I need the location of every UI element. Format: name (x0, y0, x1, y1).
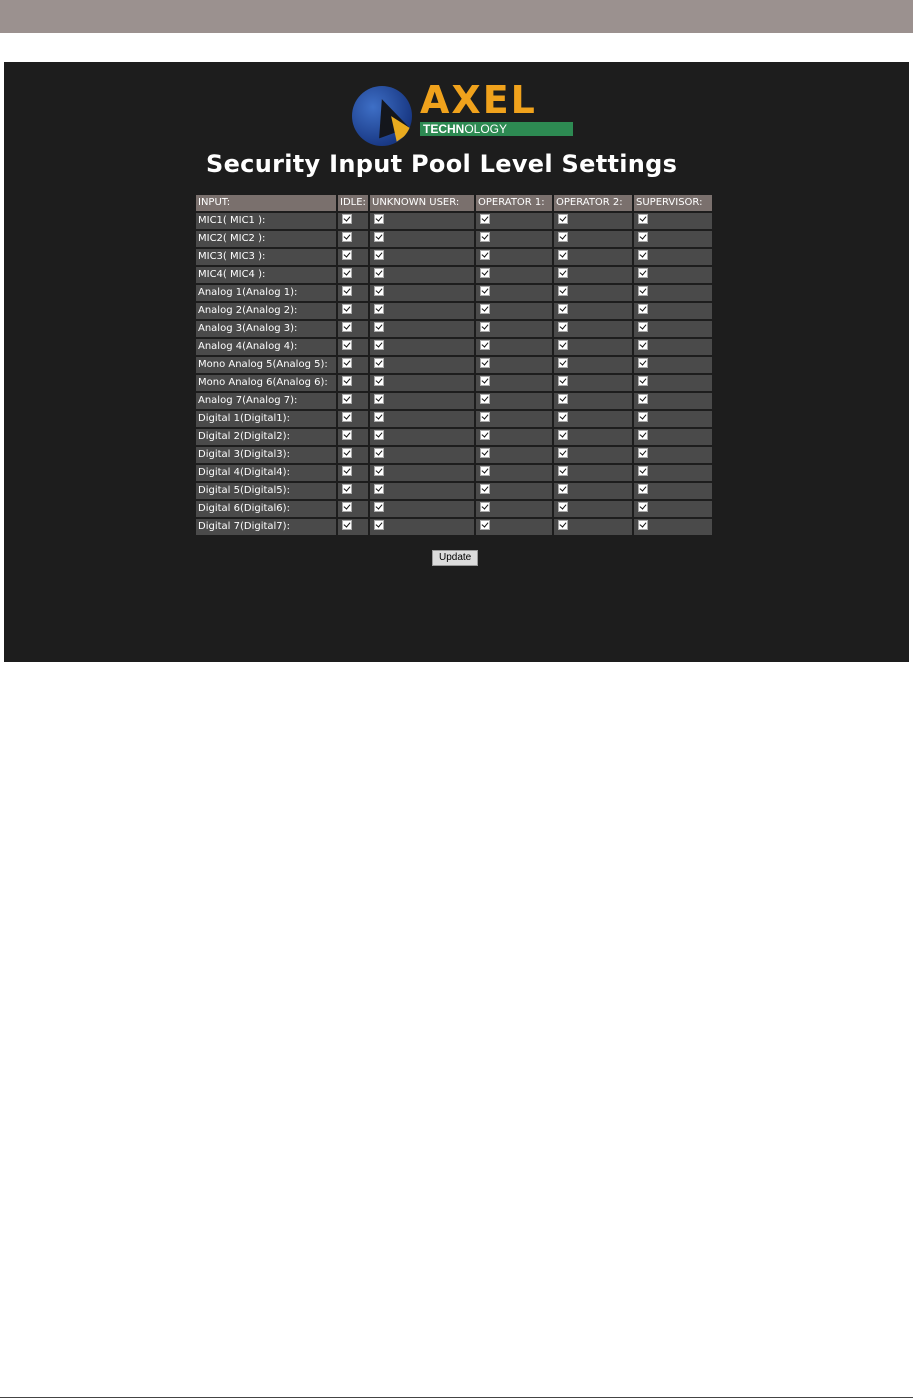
logo-subtitle: TECHNOLOGY (420, 122, 573, 136)
cell-supervisor (634, 483, 712, 499)
cell-supervisor (634, 465, 712, 481)
row-input-label: MIC3( MIC3 ): (196, 249, 336, 265)
cell-operator-1 (476, 483, 552, 499)
cell-idle (338, 231, 368, 247)
row-input-label: Digital 2(Digital2): (196, 429, 336, 445)
checkbox-operator-2[interactable] (558, 268, 568, 278)
cell-idle (338, 321, 368, 337)
table-row (196, 465, 712, 481)
cell-operator-2 (554, 285, 632, 301)
checkbox-unknown-user[interactable] (374, 502, 384, 512)
checkbox-supervisor[interactable] (638, 268, 648, 278)
cell-unknown-user (370, 249, 474, 265)
cell-operator-1 (476, 249, 552, 265)
cell-idle (338, 213, 368, 229)
row-input-label: Digital 7(Digital7): (196, 519, 336, 535)
row-input-label: MIC4( MIC4 ): (196, 267, 336, 283)
cell-supervisor (634, 321, 712, 337)
cell-unknown-user (370, 483, 474, 499)
cell-unknown-user (370, 267, 474, 283)
column-header-idle: IDLE: (338, 195, 368, 211)
cell-operator-1 (476, 501, 552, 517)
cell-unknown-user (370, 231, 474, 247)
checkbox-unknown-user[interactable] (374, 412, 384, 422)
axel-technology-logo (352, 78, 582, 140)
checkbox-unknown-user[interactable] (374, 448, 384, 458)
checkbox-operator-2[interactable] (558, 376, 568, 386)
cell-operator-2 (554, 213, 632, 229)
checkbox-operator-2[interactable] (558, 322, 568, 332)
row-input-label: MIC2( MIC2 ): (196, 231, 336, 247)
checkbox-supervisor[interactable] (638, 250, 648, 260)
row-input-label: Mono Analog 6(Analog 6): (196, 375, 336, 391)
cell-unknown-user (370, 303, 474, 319)
table-row (196, 411, 712, 427)
cell-operator-1 (476, 303, 552, 319)
checkbox-idle[interactable] (342, 358, 352, 368)
checkbox-unknown-user[interactable] (374, 376, 384, 386)
cell-operator-2 (554, 465, 632, 481)
cell-operator-2 (554, 447, 632, 463)
checkbox-unknown-user[interactable] (374, 340, 384, 350)
checkbox-unknown-user[interactable] (374, 394, 384, 404)
checkbox-idle[interactable] (342, 520, 352, 530)
checkbox-operator-1[interactable] (480, 340, 490, 350)
checkbox-supervisor[interactable] (638, 358, 648, 368)
checkbox-unknown-user[interactable] (374, 214, 384, 224)
table-row (196, 339, 712, 355)
cell-operator-1 (476, 357, 552, 373)
checkbox-unknown-user[interactable] (374, 250, 384, 260)
cell-idle (338, 393, 368, 409)
cell-supervisor (634, 411, 712, 427)
checkbox-operator-1[interactable] (480, 394, 490, 404)
cell-operator-2 (554, 483, 632, 499)
row-input-label: Digital 5(Digital5): (196, 483, 336, 499)
cell-unknown-user (370, 285, 474, 301)
checkbox-operator-1[interactable] (480, 232, 490, 242)
cell-supervisor (634, 357, 712, 373)
cell-operator-1 (476, 429, 552, 445)
checkbox-operator-2[interactable] (558, 250, 568, 260)
checkbox-operator-1[interactable] (480, 484, 490, 494)
checkbox-unknown-user[interactable] (374, 358, 384, 368)
row-input-label: Digital 1(Digital1): (196, 411, 336, 427)
checkbox-idle[interactable] (342, 466, 352, 476)
cell-operator-2 (554, 519, 632, 535)
checkbox-unknown-user[interactable] (374, 430, 384, 440)
checkbox-operator-2[interactable] (558, 502, 568, 512)
cell-operator-2 (554, 357, 632, 373)
row-input-label: Analog 2(Analog 2): (196, 303, 336, 319)
cell-supervisor (634, 213, 712, 229)
cell-operator-1 (476, 267, 552, 283)
row-input-label: Analog 4(Analog 4): (196, 339, 336, 355)
checkbox-supervisor[interactable] (638, 412, 648, 422)
cell-supervisor (634, 519, 712, 535)
checkbox-unknown-user[interactable] (374, 232, 384, 242)
checkbox-unknown-user[interactable] (374, 268, 384, 278)
checkbox-supervisor[interactable] (638, 286, 648, 296)
table-row (196, 321, 712, 337)
row-input-label: Mono Analog 5(Analog 5): (196, 357, 336, 373)
checkbox-unknown-user[interactable] (374, 322, 384, 332)
checkbox-idle[interactable] (342, 376, 352, 386)
cell-idle (338, 447, 368, 463)
cell-operator-2 (554, 231, 632, 247)
cell-operator-2 (554, 267, 632, 283)
cell-supervisor (634, 393, 712, 409)
cell-unknown-user (370, 393, 474, 409)
checkbox-operator-2[interactable] (558, 484, 568, 494)
checkbox-operator-1[interactable] (480, 520, 490, 530)
checkbox-unknown-user[interactable] (374, 304, 384, 314)
cell-operator-1 (476, 465, 552, 481)
checkbox-operator-2[interactable] (558, 430, 568, 440)
cell-idle (338, 249, 368, 265)
cell-supervisor (634, 231, 712, 247)
cell-operator-2 (554, 393, 632, 409)
checkbox-supervisor[interactable] (638, 340, 648, 350)
footer-divider (0, 1397, 913, 1398)
row-input-label: Digital 6(Digital6): (196, 501, 336, 517)
column-header-input: INPUT: (196, 195, 336, 211)
table-row (196, 483, 712, 499)
checkbox-idle[interactable] (342, 214, 352, 224)
checkbox-operator-1[interactable] (480, 412, 490, 422)
cell-unknown-user (370, 429, 474, 445)
table-row (196, 213, 712, 229)
row-input-label: Digital 3(Digital3): (196, 447, 336, 463)
cell-supervisor (634, 267, 712, 283)
cell-operator-1 (476, 375, 552, 391)
cell-unknown-user (370, 213, 474, 229)
cell-supervisor (634, 285, 712, 301)
checkbox-idle[interactable] (342, 484, 352, 494)
checkbox-operator-2[interactable] (558, 358, 568, 368)
checkbox-operator-1[interactable] (480, 250, 490, 260)
cell-unknown-user (370, 321, 474, 337)
checkbox-operator-1[interactable] (480, 358, 490, 368)
row-input-label: MIC1( MIC1 ): (196, 213, 336, 229)
table-row (196, 231, 712, 247)
cell-idle (338, 465, 368, 481)
cell-operator-2 (554, 339, 632, 355)
checkbox-idle[interactable] (342, 430, 352, 440)
checkbox-operator-2[interactable] (558, 520, 568, 530)
checkbox-operator-2[interactable] (558, 466, 568, 476)
table-row (196, 375, 712, 391)
checkbox-operator-2[interactable] (558, 214, 568, 224)
column-header-operator-1: OPERATOR 1: (476, 195, 552, 211)
logo-globe-icon (352, 86, 412, 146)
checkbox-supervisor[interactable] (638, 304, 648, 314)
checkbox-unknown-user[interactable] (374, 286, 384, 296)
cell-supervisor (634, 339, 712, 355)
cell-operator-2 (554, 321, 632, 337)
checkbox-idle[interactable] (342, 322, 352, 332)
cell-operator-1 (476, 447, 552, 463)
checkbox-operator-1[interactable] (480, 286, 490, 296)
row-input-label: Analog 3(Analog 3): (196, 321, 336, 337)
checkbox-supervisor[interactable] (638, 394, 648, 404)
cell-unknown-user (370, 501, 474, 517)
table-row (196, 447, 712, 463)
cell-operator-1 (476, 339, 552, 355)
cell-operator-1 (476, 321, 552, 337)
input-pool-table (194, 193, 714, 537)
checkbox-supervisor[interactable] (638, 430, 648, 440)
cell-idle (338, 303, 368, 319)
column-header-operator-2: OPERATOR 2: (554, 195, 632, 211)
cell-supervisor (634, 303, 712, 319)
cell-idle (338, 339, 368, 355)
checkbox-operator-1[interactable] (480, 466, 490, 476)
table-row (196, 501, 712, 517)
checkbox-operator-2[interactable] (558, 448, 568, 458)
cell-unknown-user (370, 447, 474, 463)
row-input-label: Analog 1(Analog 1): (196, 285, 336, 301)
checkbox-operator-2[interactable] (558, 394, 568, 404)
cell-operator-2 (554, 429, 632, 445)
cell-supervisor (634, 501, 712, 517)
cell-operator-2 (554, 303, 632, 319)
document-header-bar (0, 0, 913, 33)
cell-unknown-user (370, 519, 474, 535)
checkbox-idle[interactable] (342, 304, 352, 314)
cell-operator-1 (476, 231, 552, 247)
cell-supervisor (634, 447, 712, 463)
cell-idle (338, 285, 368, 301)
checkbox-operator-1[interactable] (480, 502, 490, 512)
checkbox-idle[interactable] (342, 286, 352, 296)
table-row (196, 303, 712, 319)
checkbox-operator-2[interactable] (558, 412, 568, 422)
cell-idle (338, 267, 368, 283)
checkbox-idle[interactable] (342, 502, 352, 512)
checkbox-unknown-user[interactable] (374, 466, 384, 476)
checkbox-unknown-user[interactable] (374, 520, 384, 530)
checkbox-unknown-user[interactable] (374, 484, 384, 494)
cell-idle (338, 357, 368, 373)
checkbox-operator-2[interactable] (558, 286, 568, 296)
cell-idle (338, 429, 368, 445)
cell-operator-1 (476, 519, 552, 535)
cell-operator-1 (476, 393, 552, 409)
page-title: Security Input Pool Level Settings (206, 150, 678, 178)
checkbox-idle[interactable] (342, 448, 352, 458)
table-row (196, 519, 712, 535)
cell-operator-2 (554, 501, 632, 517)
table-row (196, 393, 712, 409)
cell-supervisor (634, 375, 712, 391)
column-header-unknown-user: UNKNOWN USER: (370, 195, 474, 211)
cell-idle (338, 483, 368, 499)
checkbox-operator-1[interactable] (480, 322, 490, 332)
cell-supervisor (634, 249, 712, 265)
checkbox-supervisor[interactable] (638, 466, 648, 476)
table-row (196, 285, 712, 301)
cell-unknown-user (370, 339, 474, 355)
table-row (196, 267, 712, 283)
checkbox-supervisor[interactable] (638, 376, 648, 386)
checkbox-operator-1[interactable] (480, 268, 490, 278)
cell-operator-2 (554, 375, 632, 391)
cell-unknown-user (370, 375, 474, 391)
cell-idle (338, 501, 368, 517)
cell-unknown-user (370, 357, 474, 373)
checkbox-idle[interactable] (342, 232, 352, 242)
logo-word: AXEL (420, 78, 537, 122)
update-button[interactable]: Update (432, 550, 478, 566)
cell-operator-1 (476, 285, 552, 301)
checkbox-idle[interactable] (342, 250, 352, 260)
cell-operator-2 (554, 411, 632, 427)
row-input-label: Analog 7(Analog 7): (196, 393, 336, 409)
cell-operator-1 (476, 213, 552, 229)
checkbox-operator-1[interactable] (480, 448, 490, 458)
table-header-row (196, 195, 712, 211)
cell-unknown-user (370, 465, 474, 481)
row-input-label: Digital 4(Digital4): (196, 465, 336, 481)
checkbox-operator-2[interactable] (558, 304, 568, 314)
cell-operator-2 (554, 249, 632, 265)
checkbox-operator-1[interactable] (480, 430, 490, 440)
checkbox-supervisor[interactable] (638, 448, 648, 458)
cell-idle (338, 519, 368, 535)
web-interface-screen (4, 62, 909, 662)
checkbox-operator-2[interactable] (558, 232, 568, 242)
checkbox-operator-1[interactable] (480, 214, 490, 224)
checkbox-supervisor[interactable] (638, 214, 648, 224)
column-header-supervisor: SUPERVISOR: (634, 195, 712, 211)
cell-idle (338, 411, 368, 427)
checkbox-idle[interactable] (342, 394, 352, 404)
table-body (196, 213, 712, 535)
cell-unknown-user (370, 411, 474, 427)
checkbox-supervisor[interactable] (638, 322, 648, 332)
cell-idle (338, 375, 368, 391)
cell-operator-1 (476, 411, 552, 427)
checkbox-supervisor[interactable] (638, 502, 648, 512)
checkbox-operator-1[interactable] (480, 376, 490, 386)
checkbox-supervisor[interactable] (638, 520, 648, 530)
checkbox-idle[interactable] (342, 412, 352, 422)
table-row (196, 357, 712, 373)
checkbox-supervisor[interactable] (638, 232, 648, 242)
cell-supervisor (634, 429, 712, 445)
checkbox-idle[interactable] (342, 340, 352, 350)
table-row (196, 249, 712, 265)
table-row (196, 429, 712, 445)
checkbox-operator-1[interactable] (480, 304, 490, 314)
checkbox-idle[interactable] (342, 268, 352, 278)
checkbox-supervisor[interactable] (638, 484, 648, 494)
checkbox-operator-2[interactable] (558, 340, 568, 350)
